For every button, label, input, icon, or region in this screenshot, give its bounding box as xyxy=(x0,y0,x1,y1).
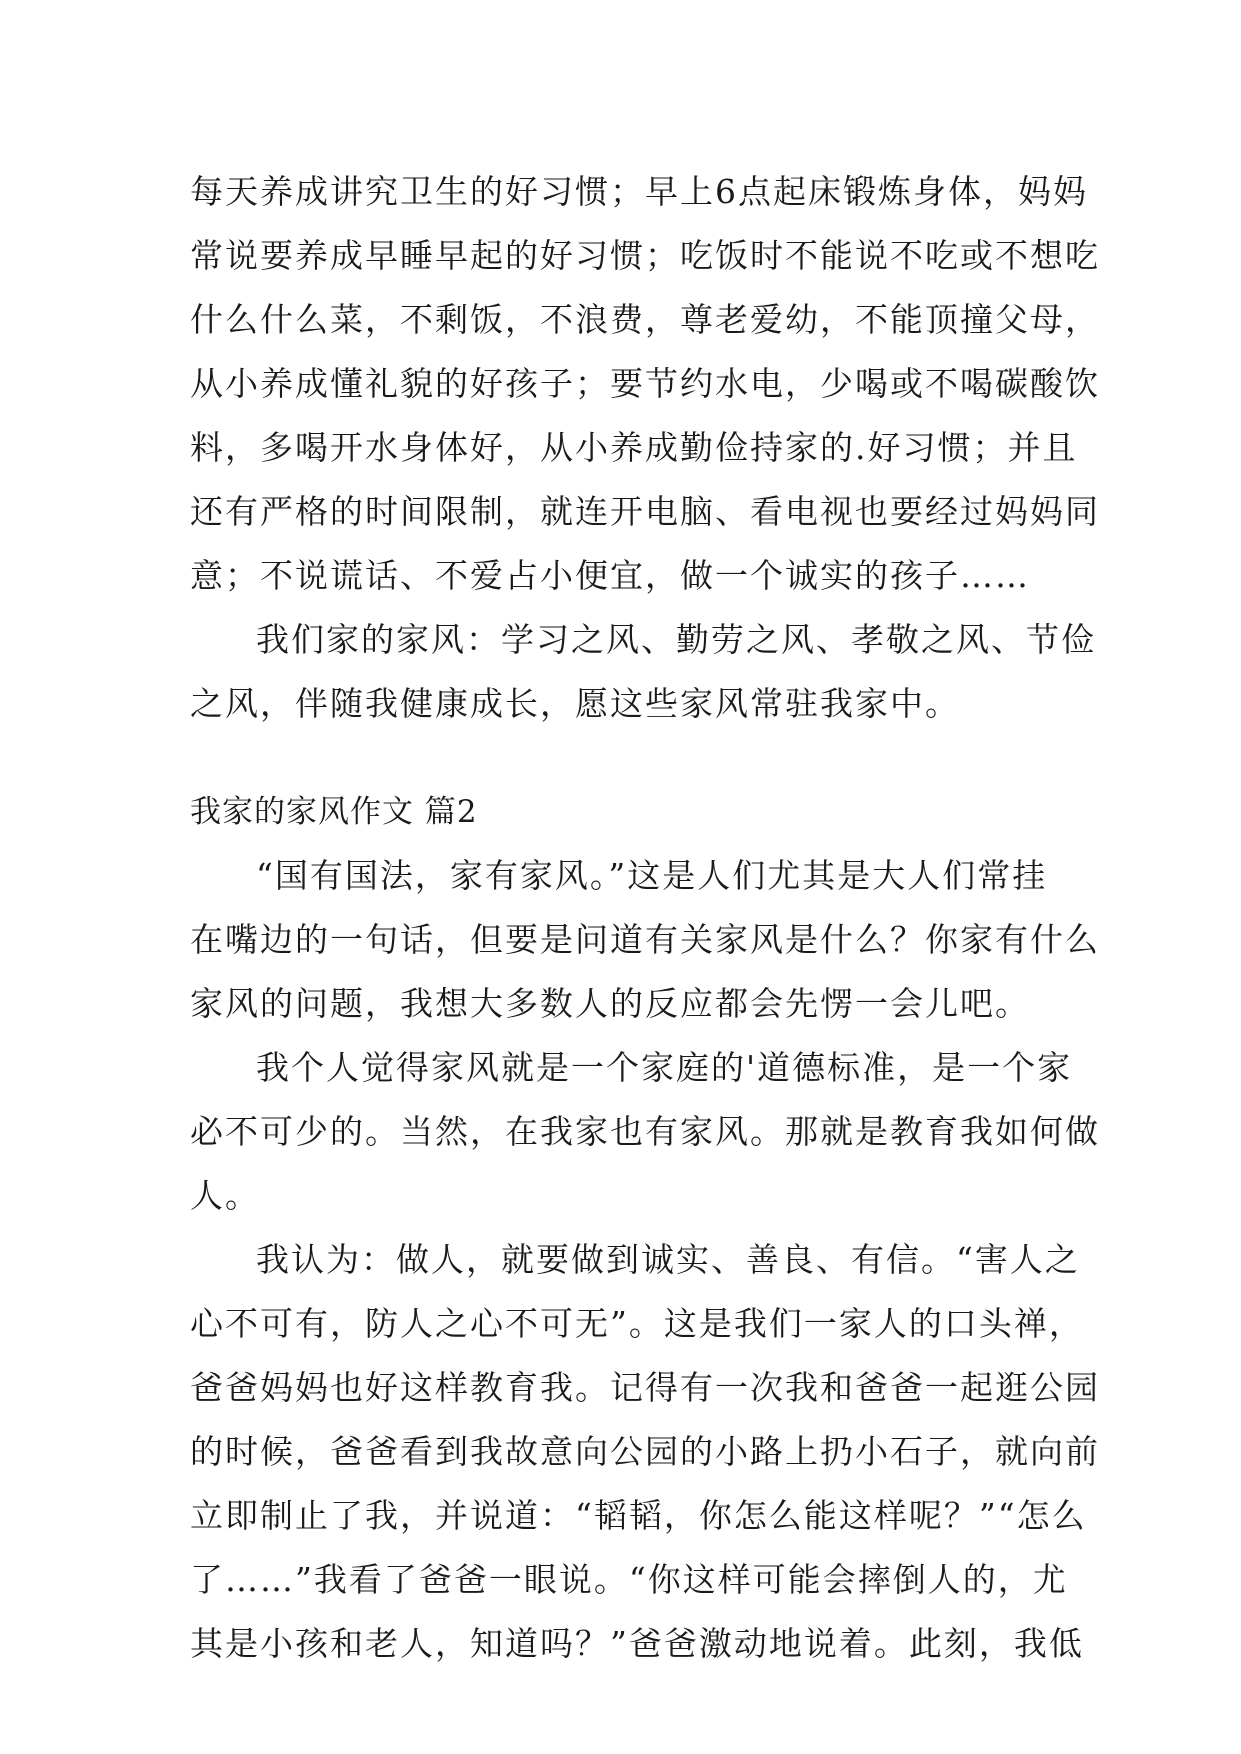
paragraph-intro xyxy=(190,844,1100,1036)
section-heading: 我家的家风作文 篇2 xyxy=(190,794,478,830)
text-line: 料，多喝开水身体好，从小养成勤俭持家的.好习惯；并且 xyxy=(190,428,1078,467)
text-line: 人。 xyxy=(190,1176,260,1215)
text-line: 的时候，爸爸看到我故意向公园的小路上扔小石子，就向前 xyxy=(190,1432,1100,1471)
text-line: 常说要养成早睡早起的好习惯；吃饭时不能说不吃或不想吃 xyxy=(190,236,1100,275)
text-line: 家风的问题，我想大多数人的反应都会先愣一会儿吧。 xyxy=(190,984,1030,1023)
paragraph-habits xyxy=(190,160,1100,608)
text-line: 在嘴边的一句话，但要是问道有关家风是什么？你家有什么 xyxy=(190,920,1100,959)
text-line: 我个人觉得家风就是一个家庭的'道德标准，是一个家 xyxy=(256,1048,1073,1087)
paragraph-definition xyxy=(190,1036,1100,1228)
text-line: 必不可少的。当然，在我家也有家风。那就是教育我如何做 xyxy=(190,1112,1100,1151)
text-line: 心不可有，防人之心不可无”。这是我们一家人的口头禅， xyxy=(190,1304,1084,1343)
text-line: 立即制止了我，并说道：“韬韬，你怎么能这样呢？”“怎么 xyxy=(190,1496,1087,1535)
text-line: 爸爸妈妈也好这样教育我。记得有一次我和爸爸一起逛公园 xyxy=(190,1368,1100,1407)
text-line: 什么什么菜，不剩饭，不浪费，尊老爱幼，不能顶撞父母， xyxy=(190,300,1100,339)
text-line: 意；不说谎话、不爱占小便宜，做一个诚实的孩子…… xyxy=(190,556,1030,595)
text-line: 其是小孩和老人，知道吗？”爸爸激动地说着。此刻，我低 xyxy=(190,1624,1084,1663)
text-line: 我认为：做人，就要做到诚实、善良、有信。“害人之 xyxy=(256,1240,1080,1279)
text-line: 每天养成讲究卫生的好习惯；早上6点起床锻炼身体，妈妈 xyxy=(190,172,1088,211)
paragraph-family-style-summary xyxy=(190,608,1096,736)
text-line: 从小养成懂礼貌的好孩子；要节约水电，少喝或不喝碳酸饮 xyxy=(190,364,1100,403)
text-line: 之风，伴随我健康成长，愿这些家风常驻我家中。 xyxy=(190,684,960,723)
section-spacer xyxy=(190,736,1070,780)
paragraph-story xyxy=(190,1228,1100,1676)
text-line: 我们家的家风：学习之风、勤劳之风、孝敬之风、节俭 xyxy=(256,620,1096,659)
document-body xyxy=(190,160,1100,1676)
text-line: “国有国法，家有家风。”这是人们尤其是大人们常挂 xyxy=(256,856,1048,895)
text-line: 还有严格的时间限制，就连开电脑、看电视也要经过妈妈同 xyxy=(190,492,1100,531)
text-line: 了……”我看了爸爸一眼说。“你这样可能会摔倒人的，尤 xyxy=(190,1560,1068,1599)
